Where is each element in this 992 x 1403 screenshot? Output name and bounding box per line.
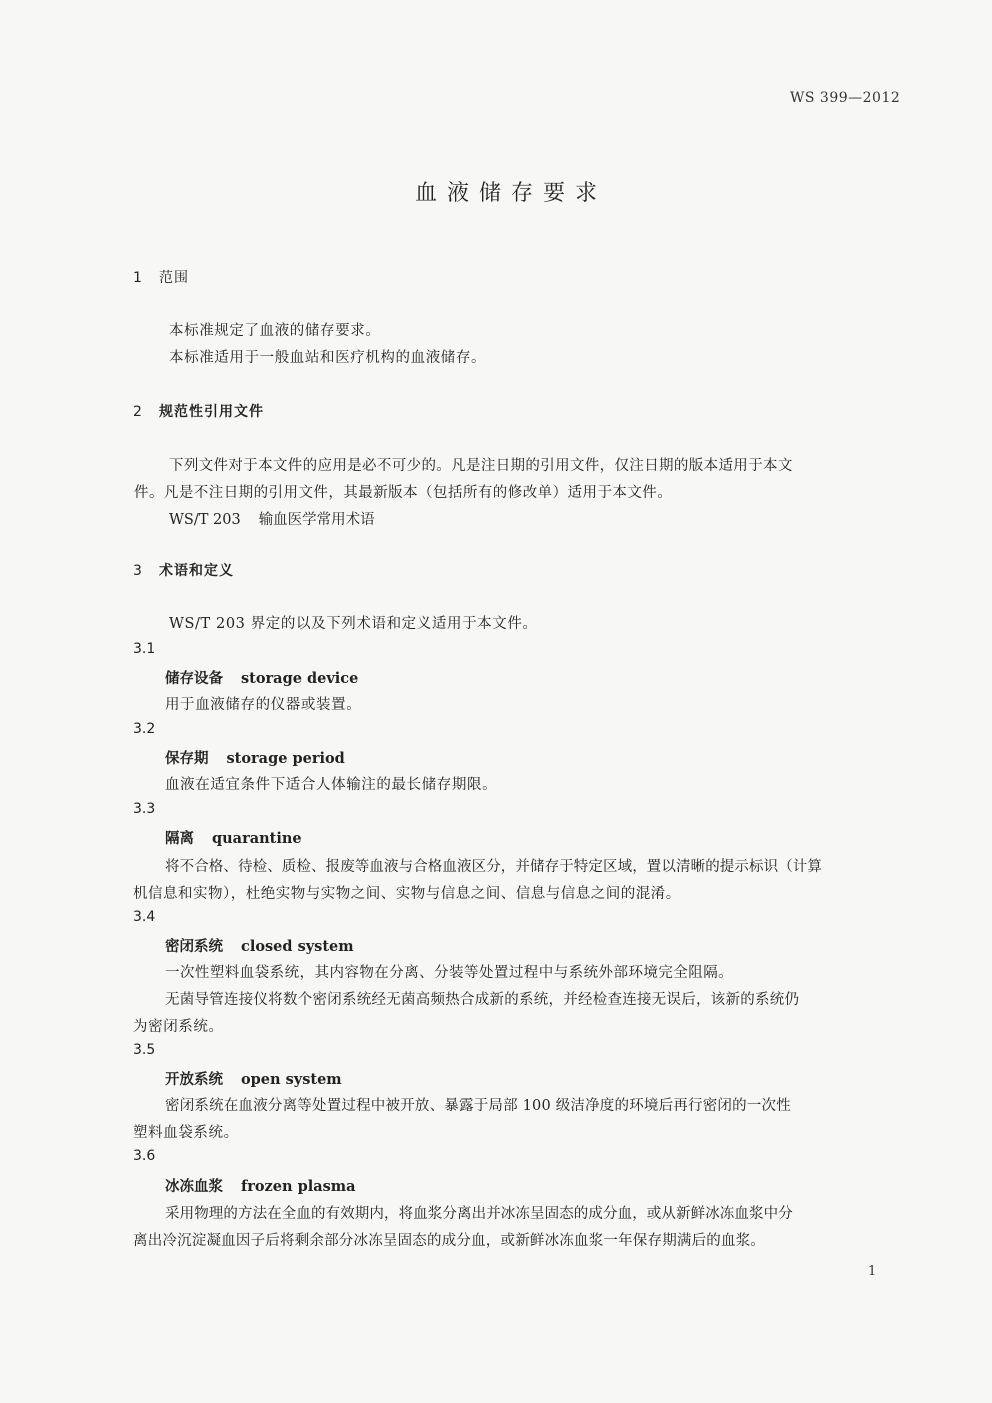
section-number: 1 [133,270,142,286]
standard-code: WS 399—2012 [790,90,901,106]
term-number: 3.5 [133,1042,156,1058]
term-heading [165,827,302,848]
term-zh: 开放系统 [165,1072,223,1088]
term-definition: 塑料血袋系统。 [133,1125,239,1141]
term-definition: 为密闭系统。 [133,1019,224,1035]
term-heading [165,1068,342,1089]
reference-name: 输血医学常用术语 [258,512,375,528]
term-zh: 储存设备 [165,671,223,687]
term-zh: 隔离 [165,831,194,847]
term-en: quarantine [212,830,302,847]
section-1-heading [133,267,189,287]
term-zh: 保存期 [165,751,209,767]
term-definition: 无菌导管连接仪将数个密闭系统经无菌高频热合成新的系统，并经检查连接无误后，该新的系统仍 [165,992,800,1008]
document-title: 血液储存要求 [414,181,607,206]
section-title: 术语和定义 [159,563,234,579]
term-number: 3.3 [133,801,156,817]
term-en: frozen plasma [241,1178,356,1195]
section-number: 2 [133,404,142,420]
term-en: storage period [226,750,345,767]
term-number: 3.2 [133,721,156,737]
section-3-heading [133,560,234,580]
term-en: open system [241,1071,342,1088]
term-heading [165,667,358,688]
section-2-heading [133,401,264,421]
term-heading [165,747,345,768]
term-zh: 冰冻血浆 [165,1179,223,1195]
term-definition: 一次性塑料血袋系统，其内容物在分离、分装等处置过程中与系统外部环境完全阻隔。 [165,965,734,981]
term-definition: 血液在适宜条件下适合人体输注的最长储存期限。 [165,777,498,793]
term-definition: 密闭系统在血液分离等处置过程中被开放、暴露于局部 100 级洁净度的环境后再行密闭的一次性 [165,1098,791,1114]
paragraph: WS/T 203 界定的以及下列术语和定义适用于本文件。 [169,616,538,632]
term-heading [165,1175,356,1196]
term-number: 3.6 [133,1148,156,1164]
paragraph: 本标准适用于一般血站和医疗机构的血液储存。 [169,350,487,366]
term-definition: 离出冷沉淀凝血因子后将剩余部分冰冻呈固态的成分血，或新鲜冰冻血浆一年保存期满后的血浆。 [133,1233,766,1249]
term-number: 3.4 [133,909,156,925]
reference-entry [169,508,375,529]
paragraph: 件。凡是不注日期的引用文件，其最新版本（包括所有的修改单）适用于本文件。 [134,485,673,501]
section-title: 范围 [159,270,189,286]
term-definition: 用于血液储存的仪器或装置。 [165,697,362,713]
paragraph: 本标准规定了血液的储存要求。 [169,323,381,339]
term-definition: 机信息和实物），杜绝实物与实物之间、实物与信息之间、信息与信息之间的混淆。 [133,886,681,902]
term-zh: 密闭系统 [165,939,223,955]
reference-code: WS/T 203 [169,512,241,528]
page-number: 1 [868,1264,877,1279]
section-title: 规范性引用文件 [159,404,264,420]
term-heading [165,935,354,956]
term-en: closed system [241,938,354,955]
term-number: 3.1 [133,641,156,657]
term-en: storage device [241,670,359,687]
term-definition: 将不合格、待检、质检、报废等血液与合格血液区分，并储存于特定区域，置以清晰的提示标识（计算 [165,859,822,875]
term-definition: 采用物理的方法在全血的有效期内，将血浆分离出并冰冻呈固态的成分血，或从新鲜冰冻血浆中分 [165,1206,793,1222]
section-number: 3 [133,563,142,579]
paragraph: 下列文件对于本文件的应用是必不可少的。凡是注日期的引用文件，仅注日期的版本适用于本文 [169,458,793,474]
